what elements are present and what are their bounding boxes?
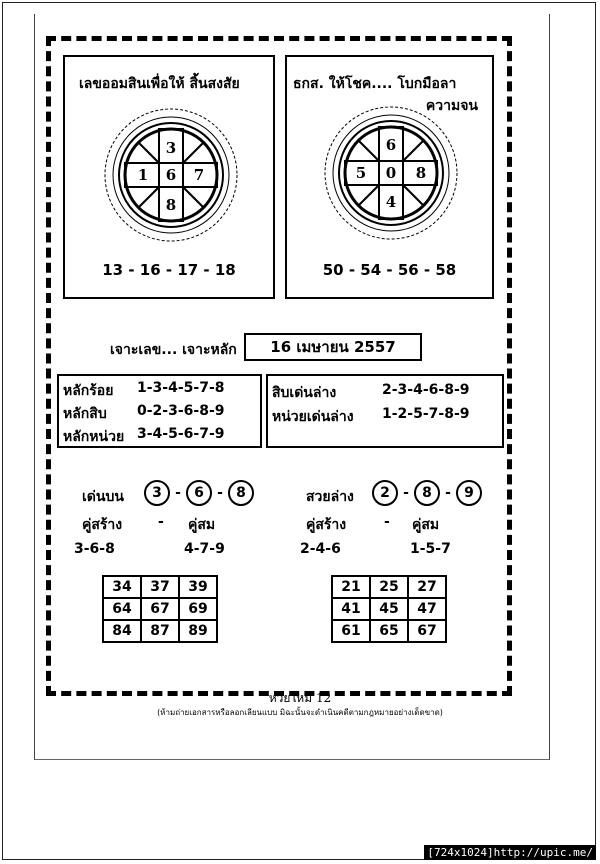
grid-cell: 84	[103, 620, 141, 642]
watermark-url: [724x1024]http://upic.me/	[424, 845, 596, 860]
set-a: 2-4-6	[300, 541, 341, 557]
digit-value: 1-3-4-5-7-8	[137, 380, 225, 396]
digit-separator: -	[217, 485, 223, 501]
draw-date: 16 เมษายน 2557	[244, 333, 422, 361]
page-number: หวยใหม่ 12	[268, 691, 332, 705]
grid-cell: 65	[370, 620, 408, 642]
copyright-note: (ห้ามถ่ายเอกสารหรือลอกเลียนแบบ มิฉะนั้นจะดำเนินคดีตามกฎหมายอย่างเด็ดขาด)	[157, 708, 443, 717]
digit-value: 3-4-5-6-7-9	[137, 426, 225, 442]
grid-cell: 89	[179, 620, 217, 642]
digit-label: หลักร้อย	[63, 383, 114, 399]
panel-title-line2: ความจน	[425, 98, 478, 114]
circled-digit: 6	[186, 480, 212, 506]
wheel-top-digit: 3	[165, 139, 177, 157]
digit-label: หลักสิบ	[63, 406, 107, 422]
digit-position-box	[57, 374, 262, 448]
number-grid	[331, 575, 447, 643]
circled-digit: 8	[414, 480, 440, 506]
digit-separator: -	[175, 485, 181, 501]
drill-label: เจาะเลข... เจาะหลัก	[110, 342, 237, 358]
wheel-top-digit: 6	[385, 136, 397, 154]
grid-cell: 37	[141, 576, 179, 598]
digit-separator: -	[403, 485, 409, 501]
set-a: 3-6-8	[74, 541, 115, 557]
grid-cell: 47	[408, 598, 446, 620]
digit-label: หน่วยเด่นล่าง	[272, 409, 354, 425]
wheel-bottom-digit: 8	[165, 196, 177, 214]
grid-cell: 34	[103, 576, 141, 598]
grid-cell: 69	[179, 598, 217, 620]
digit-value: 2-3-4-6-8-9	[382, 382, 470, 398]
panel-pairs: 13 - 16 - 17 - 18	[102, 261, 236, 279]
panel-title-line1: ธกส. ให้โชค.... โบกมือลา	[293, 76, 457, 92]
grid-cell: 39	[179, 576, 217, 598]
table-row	[332, 576, 446, 598]
pair-label-a: คู่สร้าง	[82, 517, 123, 533]
pair-label-b: คู่สม	[412, 517, 440, 533]
panel-savings-bank	[63, 55, 275, 299]
grid-cell: 87	[141, 620, 179, 642]
wheel-left-digit: 5	[355, 164, 367, 182]
grid-cell: 25	[370, 576, 408, 598]
digit-value: 1-2-5-7-8-9	[382, 406, 470, 422]
pair-dash: -	[158, 514, 164, 530]
pair-dash: -	[384, 514, 390, 530]
set-b: 1-5-7	[410, 541, 451, 557]
grid-cell: 27	[408, 576, 446, 598]
wheel-right-digit: 7	[193, 166, 205, 184]
table-row	[103, 598, 217, 620]
wheel-bottom-digit: 4	[385, 193, 397, 211]
grid-cell: 41	[332, 598, 370, 620]
panel-pairs: 50 - 54 - 56 - 58	[322, 261, 457, 279]
wheel-right-digit: 8	[415, 164, 427, 182]
digit-separator: -	[445, 485, 451, 501]
grid-cell: 61	[332, 620, 370, 642]
wheel-center-digit: 0	[385, 164, 397, 182]
grid-cell: 67	[408, 620, 446, 642]
bottom-label: สวยล่าง	[306, 489, 354, 505]
set-b: 4-7-9	[184, 541, 225, 557]
top-label: เด่นบน	[82, 489, 124, 505]
circled-digit: 2	[372, 480, 398, 506]
lower-digit-box	[266, 374, 504, 448]
circled-digit: 9	[456, 480, 482, 506]
table-row	[332, 598, 446, 620]
grid-cell: 21	[332, 576, 370, 598]
panel-title: เลขออมสินเพื่อให้ สิ้นสงสัย	[79, 76, 240, 92]
digit-value: 0-2-3-6-8-9	[137, 403, 225, 419]
table-row	[332, 620, 446, 642]
digit-label: หลักหน่วย	[63, 429, 125, 445]
grid-cell: 64	[103, 598, 141, 620]
digit-label: สิบเด่นล่าง	[272, 385, 337, 401]
pair-label-b: คู่สม	[188, 517, 216, 533]
panel-agri-bank	[285, 55, 494, 299]
grid-cell: 67	[141, 598, 179, 620]
grid-cell: 45	[370, 598, 408, 620]
circled-digit: 3	[144, 480, 170, 506]
bottom-digits	[372, 480, 482, 506]
pair-label-a: คู่สร้าง	[306, 517, 347, 533]
wheel-left-digit: 1	[137, 166, 149, 184]
table-row	[103, 620, 217, 642]
number-grid	[102, 575, 218, 643]
top-digits	[144, 480, 254, 506]
table-row	[103, 576, 217, 598]
circled-digit: 8	[228, 480, 254, 506]
wheel-center-digit: 6	[165, 166, 177, 184]
